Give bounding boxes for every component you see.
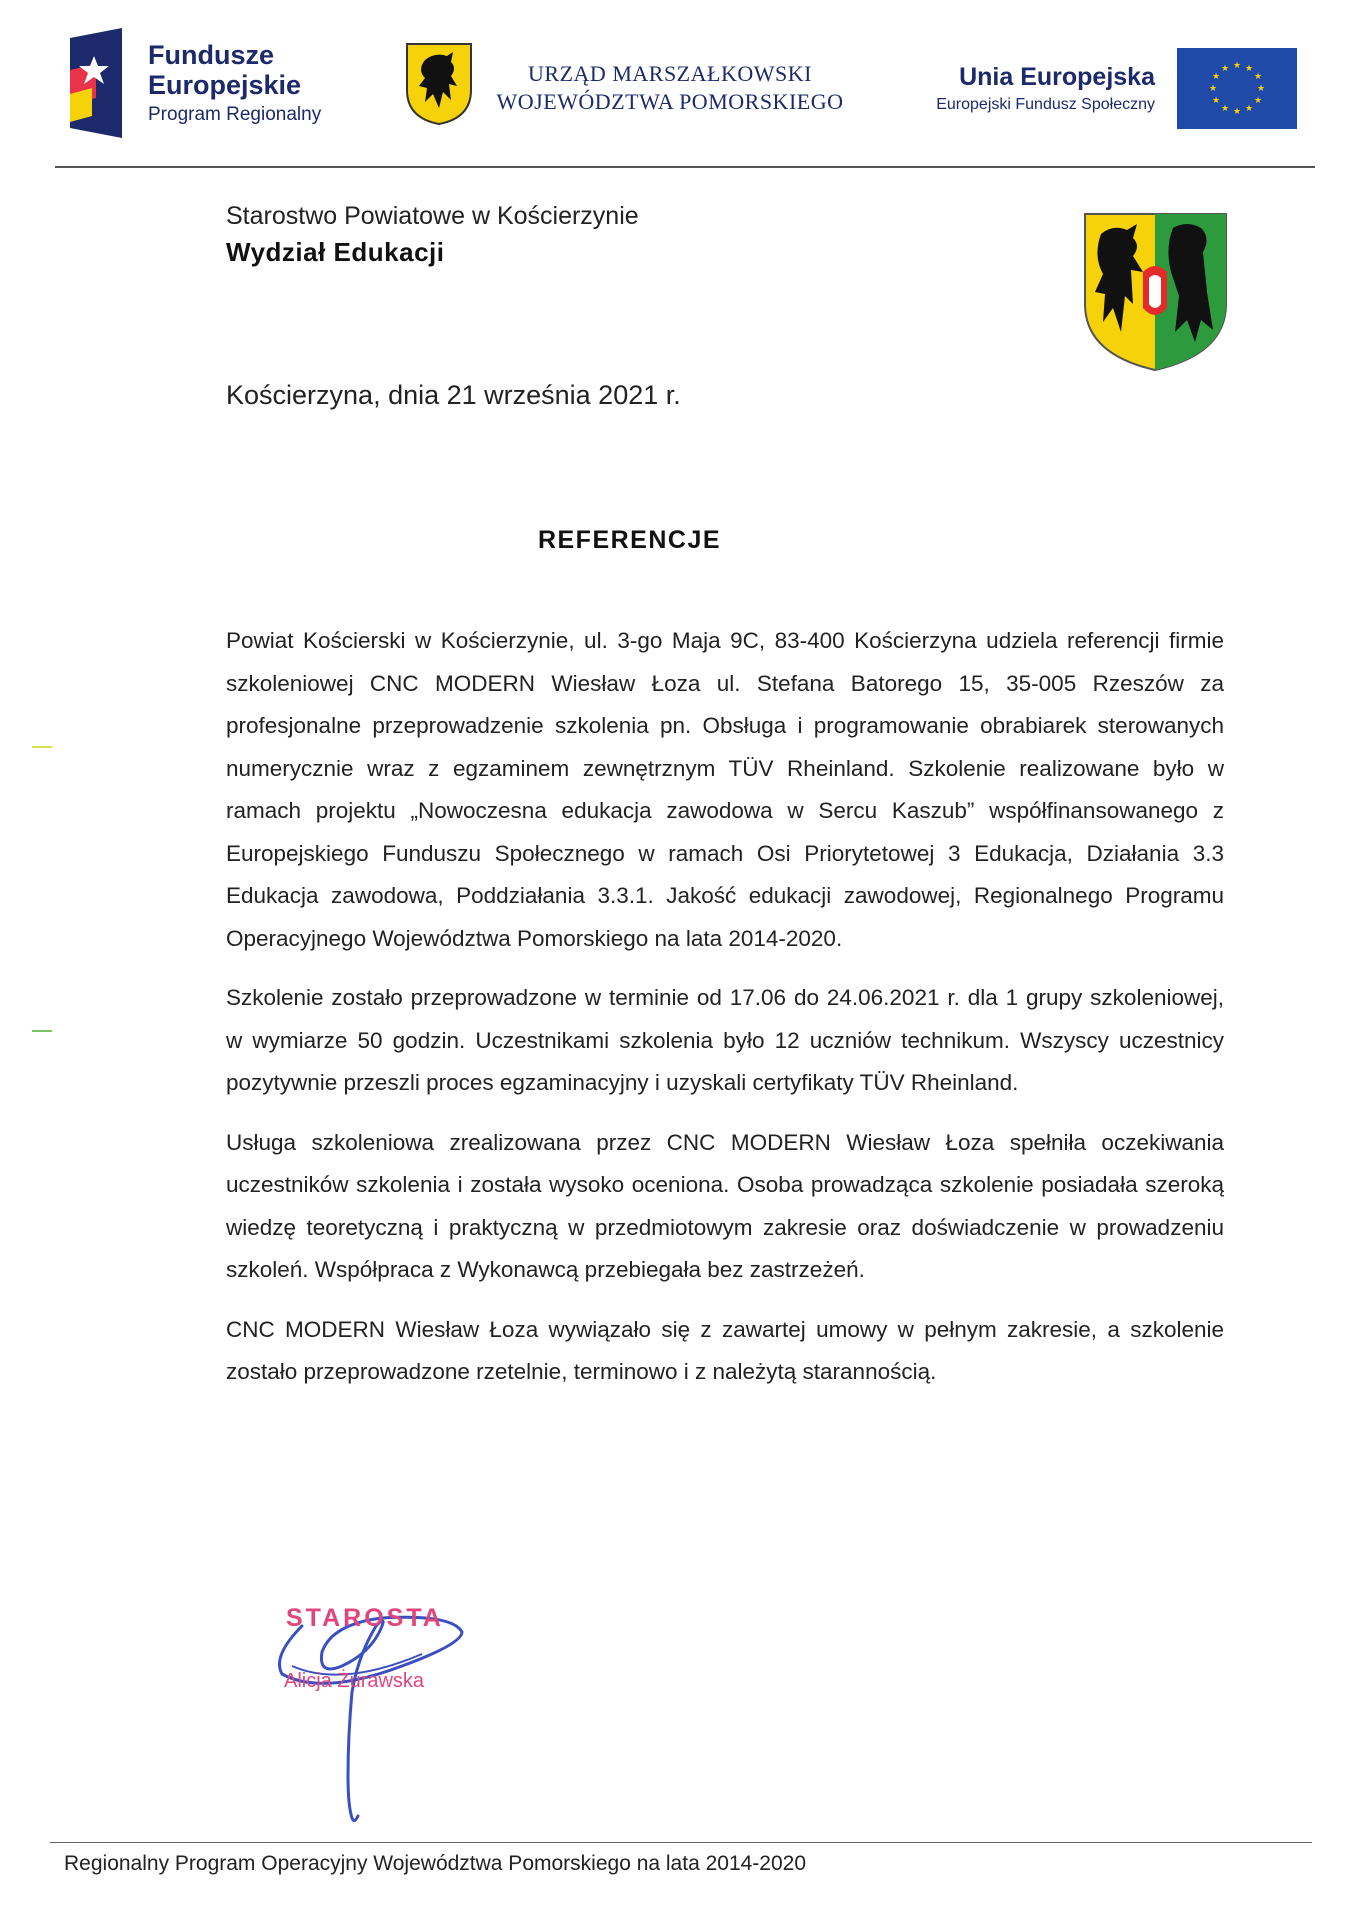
eu-text (880, 62, 1155, 114)
eu-line-2: Europejski Fundusz Społeczny (936, 96, 1155, 113)
document-title (0, 526, 1359, 555)
stamp-name: Alicja Żurawska (284, 1670, 425, 1692)
svg-text:★: ★ (1253, 72, 1263, 82)
header-divider (55, 166, 1315, 168)
scan-mark (32, 746, 52, 748)
fundusze-europejskie-text (148, 40, 321, 126)
document-date: Kościerzyna, dnia 21 września 2021 r. (226, 380, 681, 410)
koscierzyna-county-crest-icon (1083, 212, 1228, 372)
letterhead (0, 20, 1359, 150)
body-paragraph: CNC MODERN Wiesław Łoza wywiązało się z zawartej umowy w pełnym zakresie, a szkolenie zostało przeprowadzone rzetelnie, terminowo i z należytą starannością. (226, 1316, 1224, 1384)
footer-divider (50, 1842, 1312, 1843)
footer-text: Regionalny Program Operacyjny Województwa Pomorskiego na lata 2014-2020 (64, 1852, 807, 1875)
svg-text:★: ★ (1211, 72, 1221, 82)
svg-text:★: ★ (1244, 64, 1254, 74)
svg-text:★: ★ (1244, 104, 1254, 114)
svg-text:★: ★ (1232, 107, 1242, 117)
marshal-office-line-1: URZĄD MARSZAŁKOWSKI (528, 61, 812, 86)
scan-mark (32, 1030, 52, 1032)
document-body (226, 620, 1224, 1411)
fe-line-3: Program Regionalny (148, 104, 322, 125)
svg-text:★: ★ (1253, 96, 1263, 106)
svg-text:★: ★ (1256, 84, 1266, 94)
svg-text:★: ★ (1220, 64, 1230, 74)
fe-line-1: Fundusze (148, 40, 274, 70)
fundusze-europejskie-logo-icon (70, 28, 130, 138)
stamp-title: STAROSTA (286, 1604, 444, 1632)
pomorskie-griffin-crest-icon (405, 42, 473, 126)
svg-text:★: ★ (1232, 61, 1242, 71)
fe-line-2: Europejskie (148, 70, 302, 100)
office-department: Wydział Edukacji (226, 237, 445, 267)
eu-flag-icon (1177, 48, 1297, 129)
svg-text:★: ★ (1208, 84, 1218, 94)
body-paragraph: Usługa szkoleniowa zrealizowana przez CNC MODERN Wiesław Łoza spełniła oczekiwania uczestników szkolenia i została wysoko oceniona. Osoba prowadząca szkolenie posiadała szeroką wiedzę teoretyczną i praktyczną w przedmiotowym zakresie oraz doświadczenie w prowadzeniu szkoleń. Współpraca z Wykonawcą przebiegała bez zastrzeżeń. (226, 1129, 1224, 1282)
marshal-office-text (480, 60, 860, 116)
issuing-office (226, 202, 639, 268)
svg-text:★: ★ (1220, 104, 1230, 114)
office-name: Starostwo Powiatowe w Kościerzynie (226, 202, 639, 230)
document-title-text: REFERENCJE (537, 526, 722, 554)
eu-line-1: Unia Europejska (959, 63, 1155, 91)
body-paragraph: Szkolenie zostało przeprowadzone w terminie od 17.06 do 24.06.2021 r. dla 1 grupy szkoleniowej, w wymiarze 50 godzin. Uczestnikami szkolenia było 12 uczniów technikum. Wszyscy uczestnicy pozytywnie przeszli proces egzaminacyjny i uzyskali certyfikaty TÜV Rheinland. (226, 985, 1224, 1095)
marshal-office-line-2: WOJEWÓDZTWA POMORSKIEGO (496, 89, 844, 114)
body-paragraph: Powiat Kościerski w Kościerzynie, ul. 3-go Maja 9C, 83-400 Kościerzyna udziela referencji firmie szkoleniowej CNC MODERN Wiesław Łoza ul. Stefana Batorego 15, 35-005 Rzeszów za profesjonalne przeprowadzenie szkolenia pn. Obsługa i programowanie obrabiarek sterowanych numerycznie wraz z egzaminem zewnętrznym TÜV Rheinland. Szkolenie realizowane było w ramach projektu „Nowoczesna edukacja zawodowa w Sercu Kaszub” współfinansowanego z Europejskiego Funduszu Społecznego w ramach Osi Priorytetowej 3 Edukacja, Działania 3.3 Edukacja zawodowa, Poddziałania 3.3.1. Jakość edukacji zawodowej, Regionalnego Programu Operacyjnego Województwa Pomorskiego na lata 2014-2020. (226, 628, 1224, 951)
svg-text:★: ★ (1211, 96, 1221, 106)
